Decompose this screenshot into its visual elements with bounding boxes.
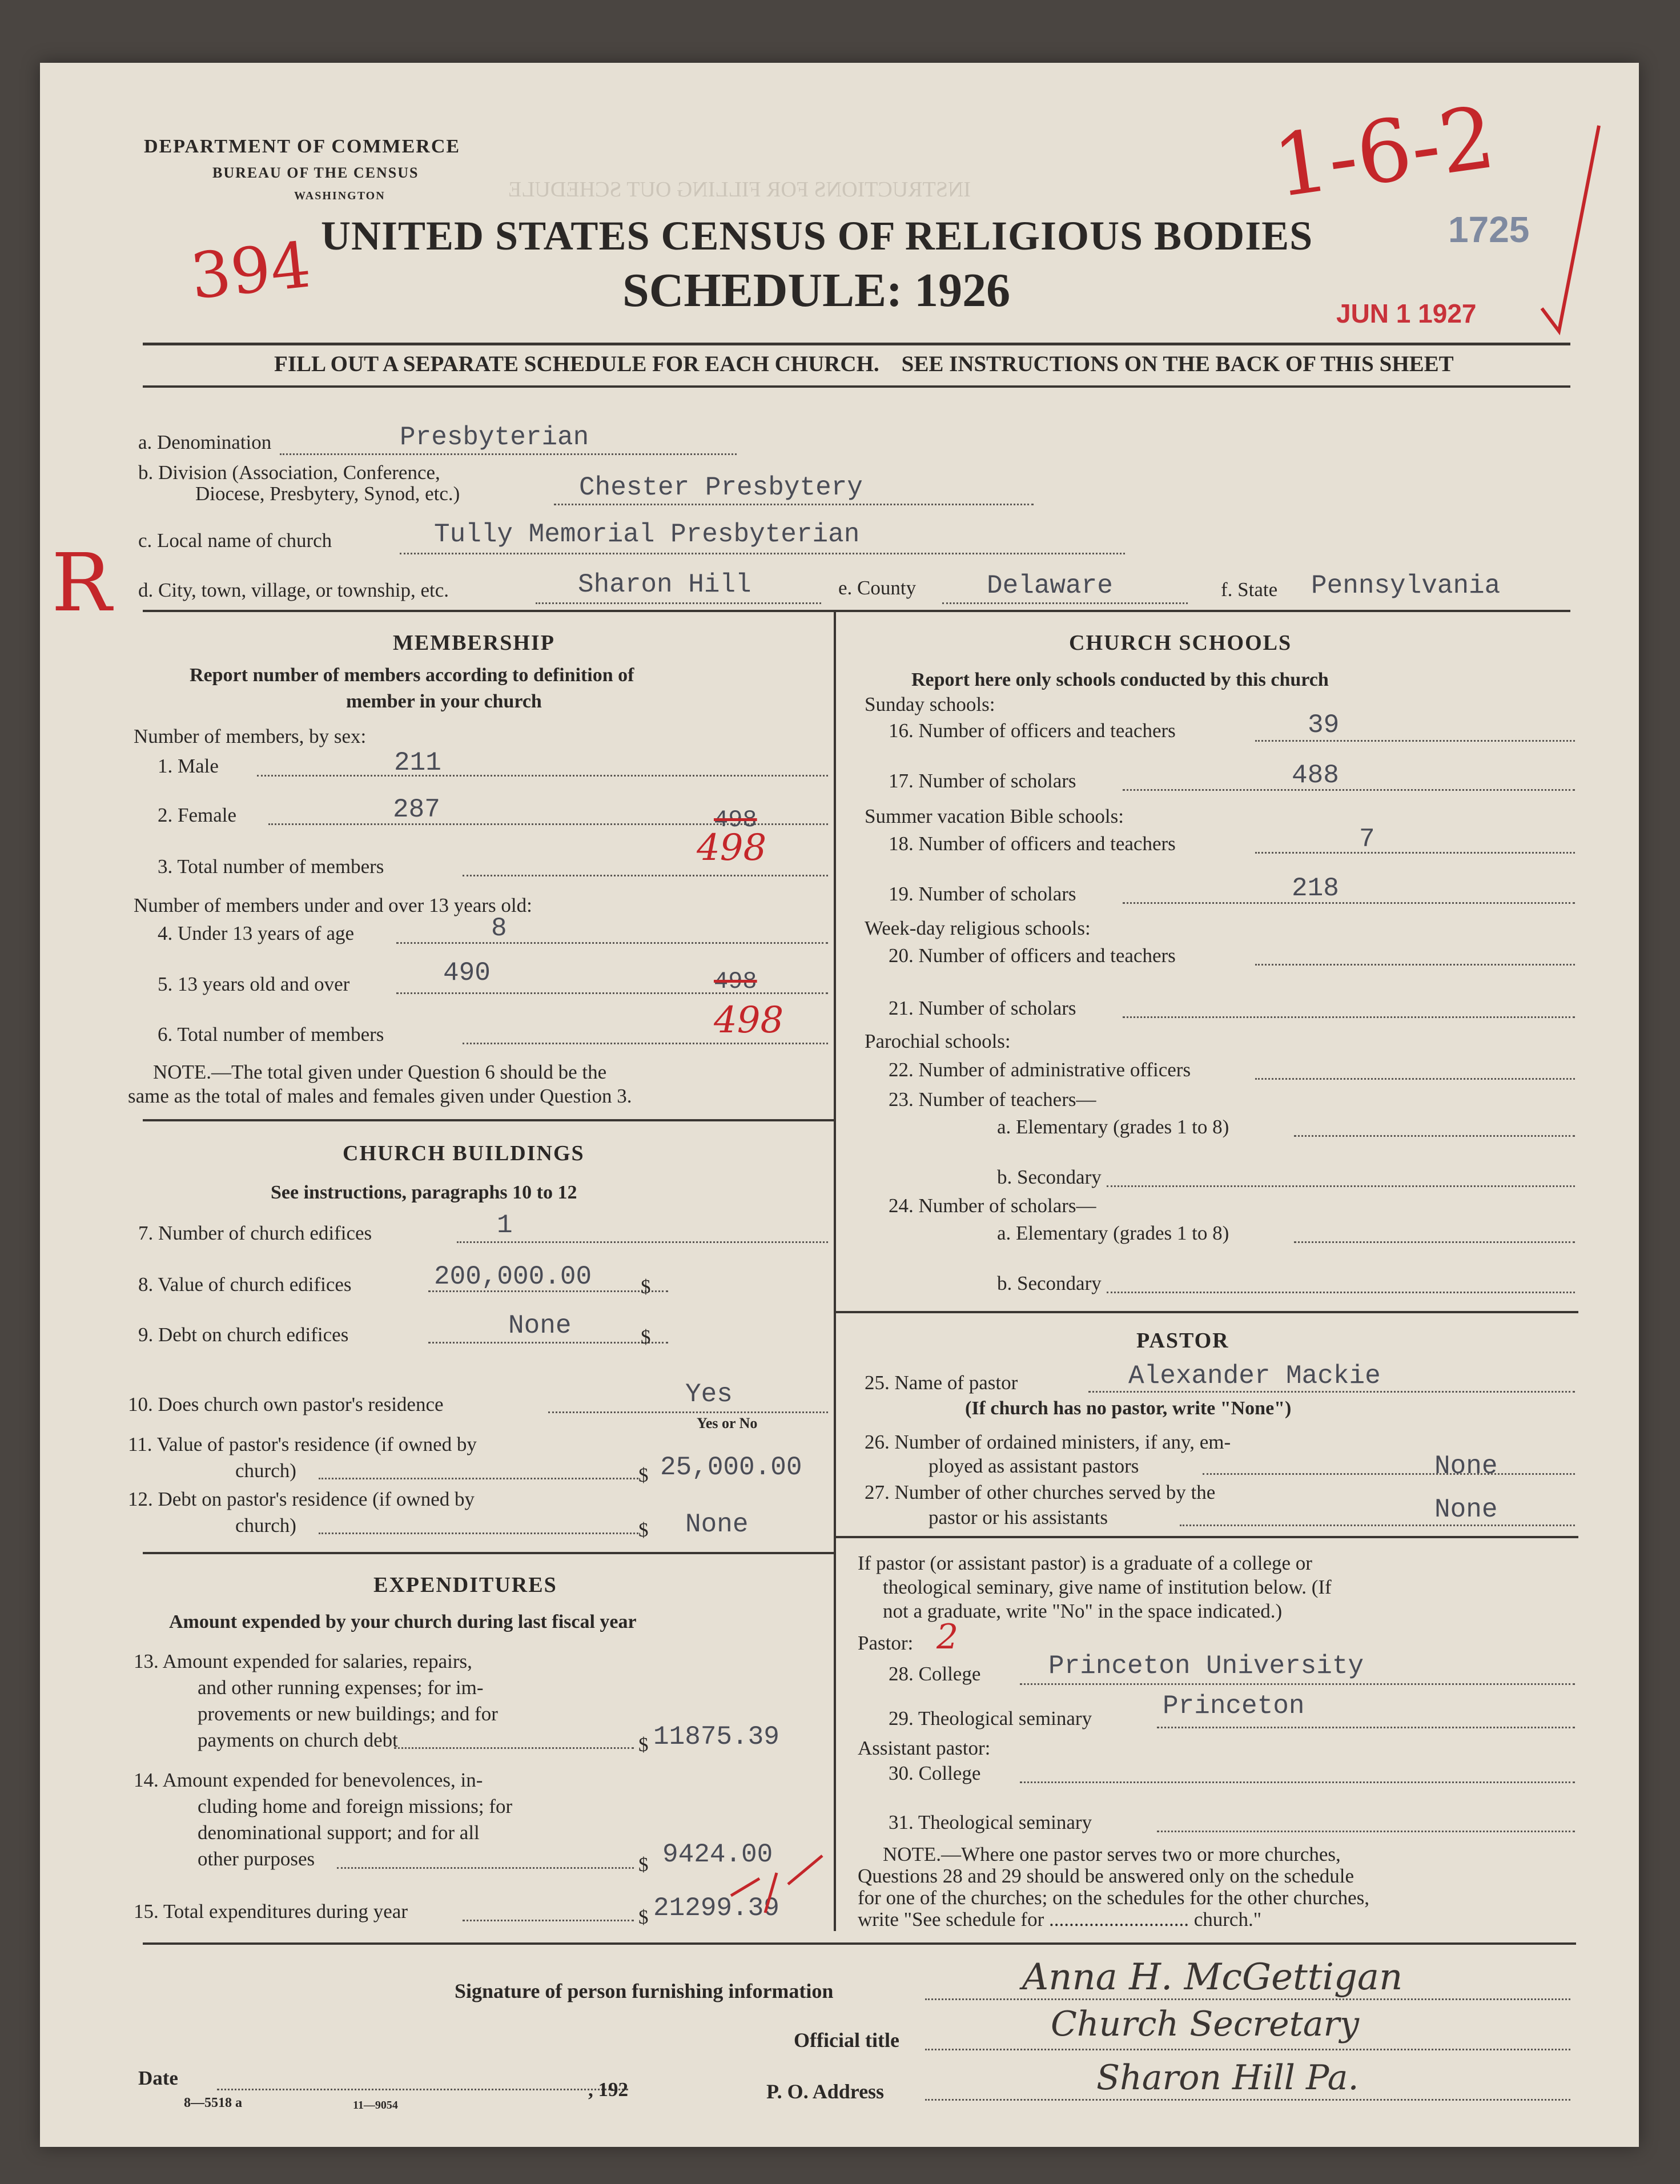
- weekday-teachers-label: 20. Number of officers and teachers: [889, 944, 1176, 967]
- official-title-label: Official title: [794, 2029, 899, 2052]
- residence-owned-label: 10. Does church own pastor's residence: [128, 1393, 444, 1415]
- over-13-line: [396, 992, 828, 994]
- state-label: f. State: [1221, 578, 1278, 601]
- teachers-secondary-label: b. Secondary: [997, 1166, 1102, 1188]
- expenditures-title: EXPENDITURES: [373, 1573, 557, 1597]
- running-expenses-line: [394, 1747, 634, 1749]
- footer-rule: [143, 1942, 1576, 1945]
- parochial-schools-label: Parochial schools:: [865, 1030, 1011, 1052]
- over-13-struck-value: 498: [714, 968, 757, 995]
- residence-debt-label-2: church): [235, 1514, 296, 1537]
- print-number: 11—9054: [353, 2099, 398, 2111]
- schedule-title: SCHEDULE: 1926: [622, 264, 1011, 317]
- total-expenditures-label: 15. Total expenditures during year: [134, 1900, 408, 1922]
- members-by-sex-label: Number of members, by sex:: [134, 725, 367, 747]
- buildings-sub: See instructions, paragraphs 10 to 12: [271, 1182, 577, 1203]
- administrative-officers-line: [1255, 1078, 1575, 1080]
- pastor-note-3: for one of the churches; on the schedules for the other churches,: [858, 1887, 1370, 1909]
- edifice-value: 200,000.00: [434, 1262, 592, 1292]
- total-expenditures-dollar: $: [638, 1906, 649, 1928]
- membership-intro-1: Report number of members according to definition of: [190, 665, 634, 686]
- pastor-name-label: 25. Name of pastor: [865, 1371, 1018, 1394]
- assistant-college-line: [1020, 1781, 1575, 1783]
- residence-value-label-2: church): [235, 1459, 296, 1482]
- assistant-ministers-value: None: [1434, 1451, 1498, 1481]
- summer-teachers-value: 7: [1359, 824, 1375, 854]
- handwritten-r-mark: R: [51, 537, 112, 630]
- county-value: Delaware: [987, 571, 1113, 601]
- running-expenses-line-2: and other running expenses; for im-: [198, 1676, 484, 1699]
- residence-debt-value: None: [685, 1510, 749, 1539]
- scholars-secondary-line: [1107, 1292, 1575, 1293]
- identity-rule: [143, 610, 1570, 612]
- membership-note-2: same as the total of males and females given under Question 3.: [128, 1085, 632, 1107]
- edifices-value: 1: [497, 1210, 513, 1240]
- weekday-schools-label: Week-day religious schools:: [865, 917, 1091, 939]
- assistant-pastor-subheading: Assistant pastor:: [858, 1737, 991, 1759]
- edifices-label: 7. Number of church edifices: [138, 1222, 372, 1244]
- assistant-college-label: 30. College: [889, 1762, 981, 1784]
- pastor-note-1: NOTE.—Where one pastor serves two or more churches,: [883, 1843, 1341, 1865]
- summer-teachers-line: [1255, 852, 1575, 854]
- over-13-value: 490: [443, 958, 491, 988]
- benevolences-line-2: cluding home and foreign missions; for: [198, 1795, 513, 1817]
- assistant-seminary-line: [1157, 1831, 1575, 1832]
- handwritten-number-1-6-2: 1-6-2: [1267, 87, 1501, 218]
- state-value: Pennsylvania: [1311, 571, 1501, 601]
- running-expenses-dollar: $: [638, 1733, 649, 1756]
- date-label: Date: [138, 2067, 178, 2089]
- bureau-heading: BUREAU OF THE CENSUS: [212, 164, 419, 181]
- graduate-instructions-3: not a graduate, write "No" in the space indicated.): [883, 1600, 1283, 1622]
- total-members-line: [463, 875, 828, 876]
- pastor-note-4: write "See schedule for ............................ church.": [858, 1908, 1262, 1930]
- handwritten-number-394: 394: [187, 228, 315, 313]
- header-rule: [143, 343, 1570, 345]
- over-13-label: 5. 13 years old and over: [158, 973, 350, 995]
- other-churches-label-1: 27. Number of other churches served by the: [865, 1481, 1216, 1503]
- summer-scholars-value: 218: [1292, 874, 1339, 903]
- pastor-name-value: Alexander Mackie: [1128, 1361, 1381, 1391]
- residence-value-dollar: $: [638, 1464, 649, 1486]
- parochial-scholars-label: 24. Number of scholars—: [889, 1194, 1096, 1217]
- assistant-ministers-label-2: ployed as assistant pastors: [929, 1455, 1139, 1477]
- residence-value-line: [319, 1478, 638, 1479]
- total-members-correction: 498: [697, 827, 767, 869]
- seminary-value: Princeton: [1163, 1691, 1305, 1721]
- sunday-scholars-value: 488: [1292, 761, 1339, 790]
- seminary-line: [1157, 1727, 1575, 1728]
- college-label: 28. College: [889, 1663, 981, 1685]
- sunday-teachers-line: [1255, 740, 1575, 742]
- sunday-schools-label: Sunday schools:: [865, 693, 995, 715]
- weekday-teachers-line: [1255, 964, 1575, 966]
- weekday-scholars-line: [1123, 1016, 1575, 1018]
- signature-label: Signature of person furnishing information: [455, 1980, 834, 2002]
- summer-teachers-label: 18. Number of officers and teachers: [889, 832, 1176, 855]
- summer-scholars-line: [1123, 902, 1575, 904]
- schools-rule: [836, 1311, 1578, 1313]
- residence-owned-line: [548, 1411, 828, 1413]
- residence-owned-value: Yes: [685, 1379, 733, 1409]
- membership-intro-2: member in your church: [346, 691, 542, 712]
- edifices-line: [457, 1241, 828, 1243]
- expenditures-sub: Amount expended by your church during last fiscal year: [169, 1611, 637, 1632]
- tick-mark-icon: [725, 1850, 839, 1930]
- under-13-line: [396, 942, 828, 944]
- schools-title: CHURCH SCHOOLS: [1069, 631, 1292, 655]
- membership-note-1: NOTE.—The total given under Question 6 should be the: [153, 1061, 607, 1083]
- benevolences-dollar: $: [638, 1853, 649, 1876]
- denomination-value: Presbyterian: [400, 423, 589, 452]
- sunday-scholars-line: [1123, 789, 1575, 791]
- other-churches-value: None: [1434, 1495, 1498, 1525]
- division-line: [554, 504, 1034, 505]
- address-label: P. O. Address: [766, 2080, 885, 2103]
- female-label: 2. Female: [158, 804, 237, 826]
- teachers-secondary-line: [1107, 1185, 1575, 1187]
- residence-debt-dollar: $: [638, 1519, 649, 1541]
- benevolences-line-4: other purposes: [198, 1848, 315, 1870]
- sunday-teachers-label: 16. Number of officers and teachers: [889, 719, 1176, 742]
- under-13-value: 8: [491, 914, 507, 943]
- edifice-debt-dollar: $: [641, 1326, 651, 1348]
- pastor-note-2: Questions 28 and 29 should be answered only on the schedule: [858, 1865, 1355, 1887]
- total-expenditures-value: 21299.39: [653, 1893, 779, 1923]
- female-struck-value: 498: [714, 806, 757, 834]
- edifice-debt-label: 9. Debt on church edifices: [138, 1324, 349, 1346]
- serial-number: 1725: [1448, 209, 1530, 250]
- form-title: UNITED STATES CENSUS OF RELIGIOUS BODIES: [321, 213, 1313, 259]
- graduate-instructions-1: If pastor (or assistant pastor) is a graduate of a college or: [858, 1552, 1312, 1574]
- seminary-label: 29. Theological seminary: [889, 1707, 1092, 1729]
- running-expenses-line-1: 13. Amount expended for salaries, repairs,: [134, 1650, 472, 1672]
- total-age-line: [463, 1043, 828, 1044]
- teachers-elementary-label: a. Elementary (grades 1 to 8): [997, 1116, 1229, 1138]
- denomination-label: a. Denomination: [138, 431, 272, 453]
- male-line: [257, 775, 828, 777]
- pastor-handwritten-mark: 2: [937, 1617, 959, 1657]
- local-name-value: Tully Memorial Presbyterian: [434, 520, 860, 549]
- show-through-text: INSTRUCTIONS FOR FILLING OUT SCHEDULE: [508, 178, 971, 202]
- edifice-debt-value: None: [508, 1311, 572, 1341]
- members-by-age-label: Number of members under and over 13 years old:: [134, 894, 532, 916]
- pastor-rule: [836, 1536, 1578, 1538]
- administrative-officers-label: 22. Number of administrative officers: [889, 1059, 1191, 1081]
- summer-scholars-label: 19. Number of scholars: [889, 883, 1076, 905]
- address-value: Sharon Hill Pa.: [1096, 2058, 1359, 2098]
- residence-debt-label-1: 12. Debt on pastor's residence (if owned by: [128, 1488, 475, 1510]
- city-value: Sharon Hill: [578, 570, 751, 600]
- pastor-name-hint: (If church has no pastor, write "None"): [965, 1398, 1292, 1419]
- male-label: 1. Male: [158, 755, 219, 777]
- running-expenses-line-3: provements or new buildings; and for: [198, 1703, 498, 1725]
- department-heading: DEPARTMENT OF COMMERCE: [144, 136, 461, 157]
- local-name-line: [400, 553, 1125, 554]
- date-received-stamp: JUN 1 1927: [1336, 299, 1477, 328]
- membership-rule: [143, 1119, 834, 1121]
- official-title-value: Church Secretary: [1051, 2004, 1360, 2044]
- weekday-scholars-label: 21. Number of scholars: [889, 997, 1076, 1019]
- total-expenditures-line: [463, 1920, 634, 1921]
- other-churches-label-2: pastor or his assistants: [929, 1506, 1108, 1529]
- buildings-rule: [143, 1552, 834, 1554]
- county-line: [942, 602, 1188, 604]
- total-age-correction: 498: [714, 999, 784, 1041]
- sunday-scholars-label: 17. Number of scholars: [889, 770, 1076, 792]
- pastor-name-line: [1088, 1391, 1575, 1393]
- residence-value: 25,000.00: [660, 1453, 802, 1482]
- checkmark-icon: [1536, 120, 1605, 343]
- benevolences-line-3: denominational support; and for all: [198, 1821, 480, 1844]
- total-members-label: 3. Total number of members: [158, 855, 384, 878]
- pastor-subheading: Pastor:: [858, 1632, 914, 1654]
- residence-debt-line: [319, 1533, 638, 1534]
- college-line: [1020, 1683, 1575, 1685]
- date-line: [217, 2089, 628, 2090]
- benevolences-line: [337, 1867, 634, 1869]
- city-label: d. City, town, village, or township, etc.: [138, 579, 449, 601]
- column-divider: [834, 612, 836, 1931]
- summer-schools-label: Summer vacation Bible schools:: [865, 805, 1124, 827]
- division-value: Chester Presbytery: [579, 473, 863, 502]
- yes-or-no-hint: Yes or No: [697, 1415, 758, 1431]
- benevolences-line-1: 14. Amount expended for benevolences, in-: [134, 1769, 483, 1791]
- city-heading: WASHINGTON: [294, 190, 385, 202]
- residence-value-label-1: 11. Value of pastor's residence (if owned by: [128, 1433, 477, 1455]
- other-churches-line: [1180, 1525, 1575, 1526]
- form-number: 8—5518 a: [184, 2095, 242, 2110]
- header-rule-lower: [143, 385, 1570, 388]
- division-label-2: Diocese, Presbytery, Synod, etc.): [195, 482, 460, 505]
- edifice-value-dollar: $: [641, 1276, 651, 1298]
- pastor-title: PASTOR: [1136, 1329, 1229, 1353]
- instructions-line: FILL OUT A SEPARATE SCHEDULE FOR EACH CHURCH. SEE INSTRUCTIONS ON THE BACK OF THIS SHEET: [274, 352, 1454, 376]
- running-expenses-value: 11875.39: [653, 1722, 779, 1752]
- under-13-label: 4. Under 13 years of age: [158, 922, 355, 944]
- county-label: e. County: [838, 577, 917, 599]
- city-line: [536, 602, 821, 604]
- male-value: 211: [394, 748, 441, 778]
- assistant-ministers-label-1: 26. Number of ordained ministers, if any, em-: [865, 1431, 1231, 1453]
- benevolences-value: 9424.00: [662, 1840, 773, 1869]
- assistant-seminary-label: 31. Theological seminary: [889, 1811, 1092, 1833]
- scholars-elementary-line: [1294, 1241, 1575, 1243]
- address-line: [925, 2099, 1570, 2101]
- female-value: 287: [393, 795, 440, 824]
- edifice-debt-line: [428, 1342, 668, 1344]
- schools-intro: Report here only schools conducted by this church: [911, 669, 1329, 690]
- assistant-ministers-line: [1203, 1473, 1575, 1475]
- scholars-secondary-label: b. Secondary: [997, 1272, 1102, 1294]
- sunday-teachers-value: 39: [1308, 710, 1340, 740]
- scholars-elementary-label: a. Elementary (grades 1 to 8): [997, 1222, 1229, 1244]
- edifice-value-label: 8. Value of church edifices: [138, 1273, 352, 1296]
- denomination-line: [280, 453, 737, 455]
- date-year-suffix: , 192: [588, 2078, 628, 2101]
- official-title-line: [925, 2049, 1570, 2050]
- buildings-title: CHURCH BUILDINGS: [343, 1141, 585, 1165]
- running-expenses-line-4: payments on church debt: [198, 1729, 398, 1751]
- signature-value: Anna H. McGettigan: [1022, 1956, 1403, 1998]
- college-value: Princeton University: [1048, 1651, 1364, 1681]
- local-name-label: c. Local name of church: [138, 529, 332, 552]
- division-label-1: b. Division (Association, Conference,: [138, 461, 440, 484]
- total-age-label: 6. Total number of members: [158, 1023, 384, 1045]
- signature-line: [925, 1998, 1570, 2000]
- census-form-sheet: [40, 63, 1639, 2147]
- membership-title: MEMBERSHIP: [393, 631, 555, 655]
- teachers-elementary-line: [1294, 1135, 1575, 1137]
- graduate-instructions-2: theological seminary, give name of institution below. (If: [883, 1576, 1332, 1598]
- parochial-teachers-label: 23. Number of teachers—: [889, 1088, 1096, 1111]
